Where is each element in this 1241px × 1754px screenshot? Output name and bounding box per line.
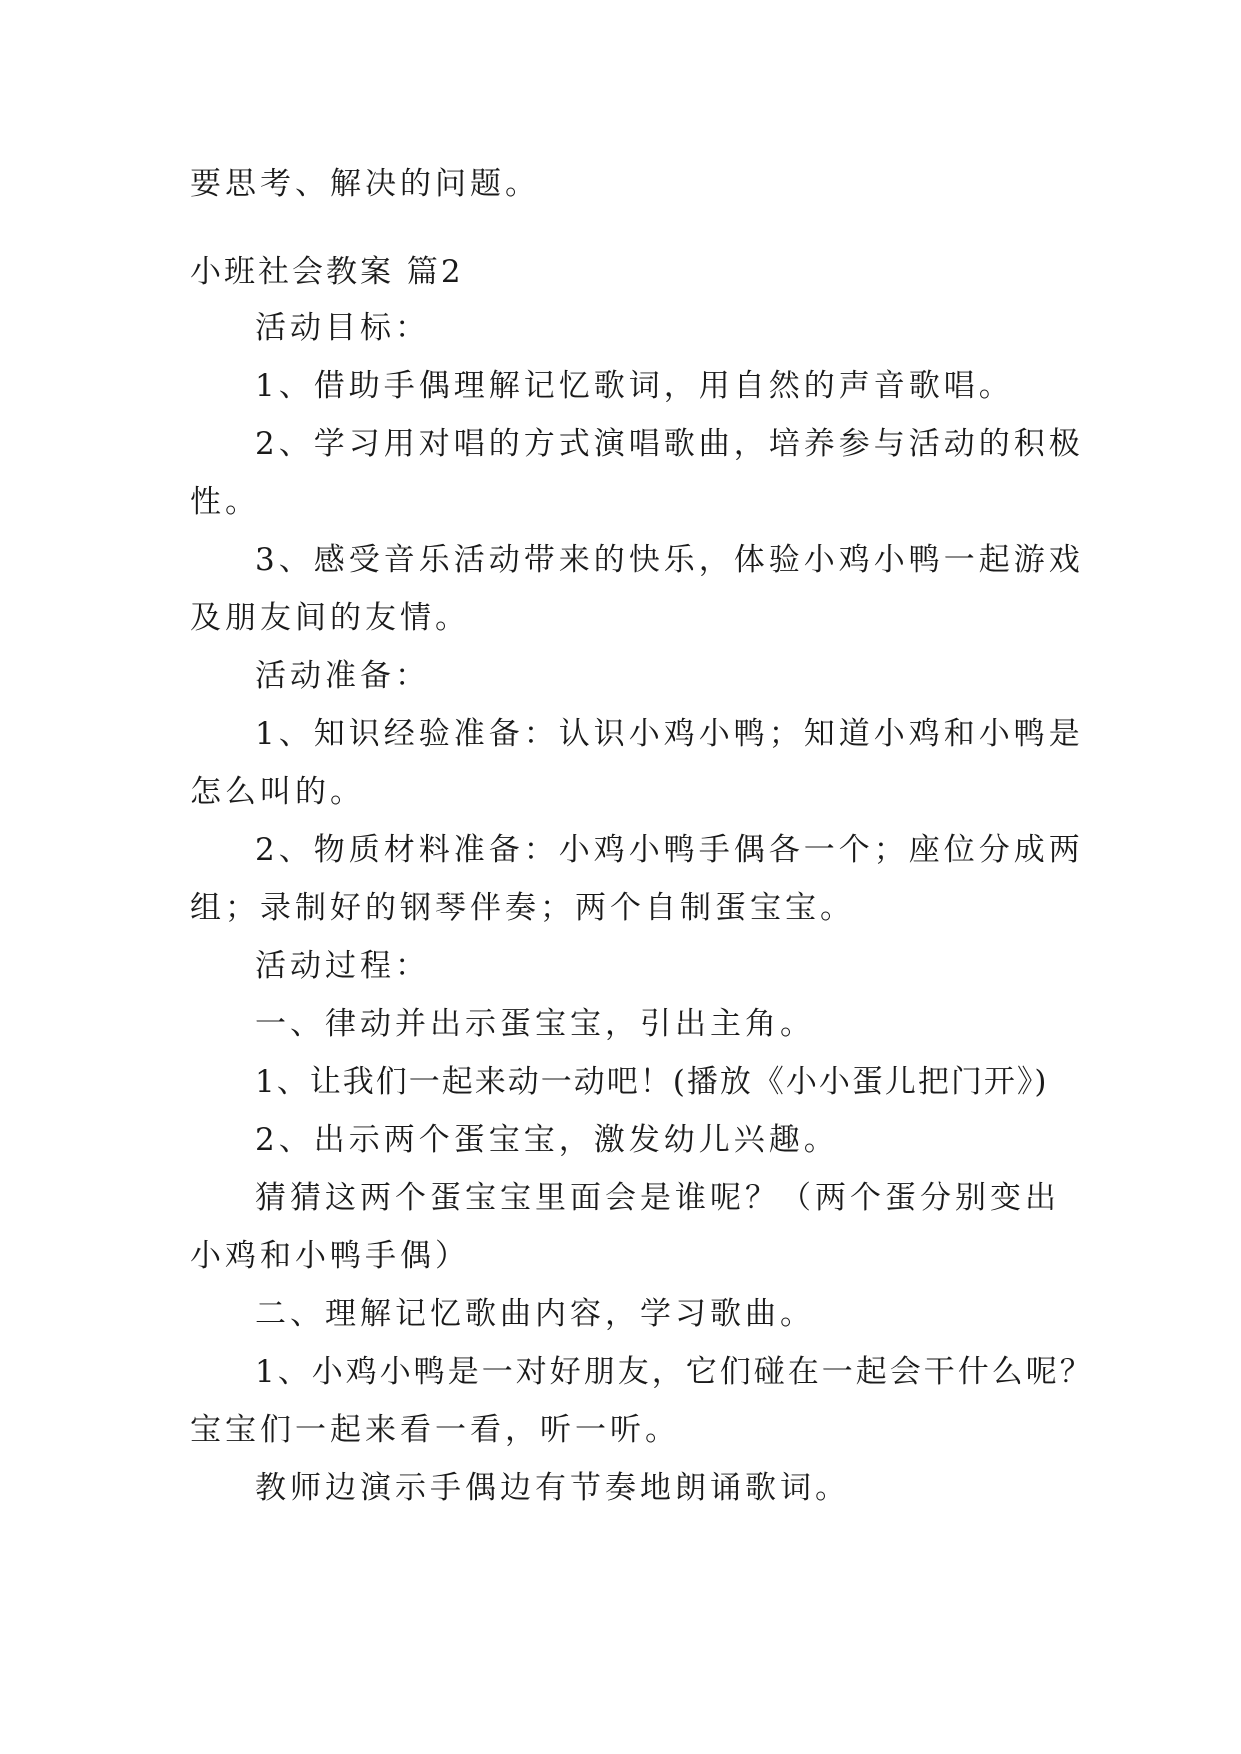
paragraph-line: 二、理解记忆歌曲内容，学习歌曲。 xyxy=(255,1296,815,1332)
paragraph-line: 1、让我们一起来动一动吧！(播放《小小蛋儿把门开》) xyxy=(255,1064,1049,1100)
section-heading: 小班社会教案 篇2 xyxy=(190,254,464,290)
subheading-activity-process: 活动过程： xyxy=(255,948,430,984)
paragraph-line: 要思考、解决的问题。 xyxy=(190,166,540,202)
paragraph-line: 怎么叫的。 xyxy=(190,774,365,810)
paragraph-line: 2、出示两个蛋宝宝，激发幼儿兴趣。 xyxy=(255,1122,839,1158)
subheading-activity-preparation: 活动准备： xyxy=(255,658,430,694)
paragraph-line: 及朋友间的友情。 xyxy=(190,600,470,636)
paragraph-line: 宝宝们一起来看一看，听一听。 xyxy=(190,1412,680,1448)
paragraph-line: 1、小鸡小鸭是一对好朋友，它们碰在一起会干什么呢？ xyxy=(255,1354,1094,1390)
paragraph-line: 2、学习用对唱的方式演唱歌曲，培养参与活动的积极 xyxy=(255,426,1084,462)
paragraph-line: 性。 xyxy=(190,484,260,520)
paragraph-line: 1、借助手偶理解记忆歌词，用自然的声音歌唱。 xyxy=(255,368,1014,404)
paragraph-line: 组；录制好的钢琴伴奏；两个自制蛋宝宝。 xyxy=(190,890,855,926)
paragraph-line: 3、感受音乐活动带来的快乐，体验小鸡小鸭一起游戏 xyxy=(255,542,1084,578)
subheading-activity-goals: 活动目标： xyxy=(255,310,430,346)
paragraph-line: 2、物质材料准备：小鸡小鸭手偶各一个；座位分成两 xyxy=(255,832,1084,868)
paragraph-line: 小鸡和小鸭手偶） xyxy=(190,1238,470,1274)
paragraph-line: 1、知识经验准备：认识小鸡小鸭；知道小鸡和小鸭是 xyxy=(255,716,1084,752)
paragraph-line: 教师边演示手偶边有节奏地朗诵歌词。 xyxy=(255,1470,850,1506)
paragraph-line: 一、律动并出示蛋宝宝，引出主角。 xyxy=(255,1006,815,1042)
paragraph-line: 猜猜这两个蛋宝宝里面会是谁呢？（两个蛋分别变出 xyxy=(255,1180,1060,1216)
